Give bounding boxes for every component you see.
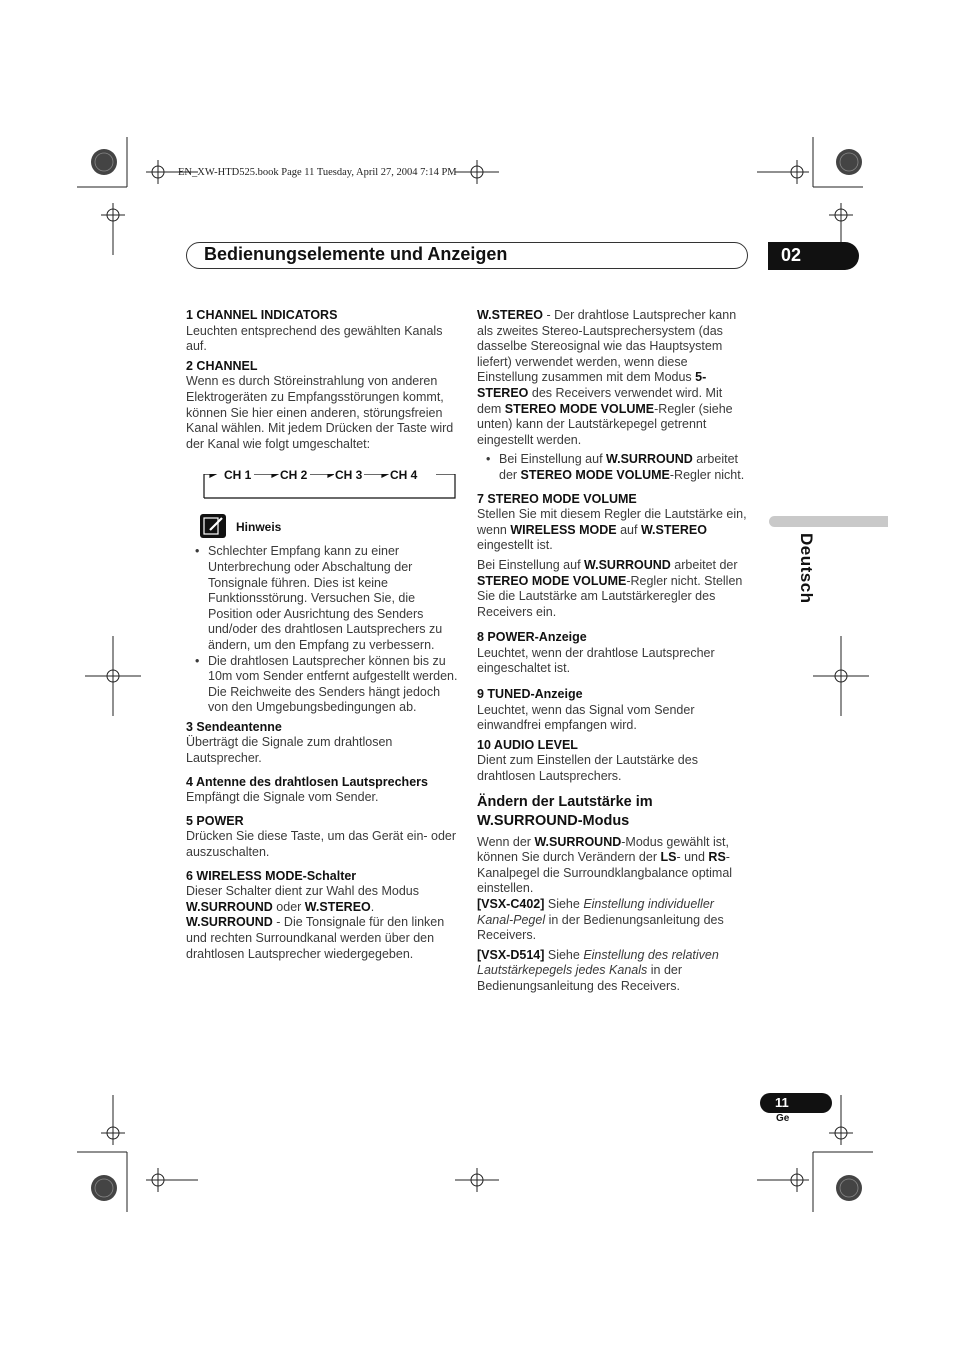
- channel-label: CH 1: [224, 468, 252, 483]
- chapter-number: 02: [781, 245, 802, 265]
- section-heading: 3 Sendeantenne: [186, 719, 282, 734]
- section-body: Leuchtet, wenn das Signal vom Sender einwandfrei empfangen wird.: [477, 702, 695, 733]
- pencil-note-icon: [200, 514, 226, 538]
- section-body: Leuchtet, wenn der drahtlose Lautsprecher eingeschaltet ist.: [477, 645, 715, 676]
- note-list: [186, 544, 458, 716]
- section-body: Wenn es durch Störeinstrahlung von anderen Elektrogeräten zu Empfangsstörungen kommt, können Sie hier einen anderen, störungsfreien Kanal wählen. Mit jedem Drücken der Taste wird der Kanal wie folgt umgeschaltet:: [186, 374, 454, 451]
- note-header: [186, 514, 458, 544]
- section-body: Empfängt die Signale vom Sender.: [186, 790, 379, 805]
- page-number-badge: [760, 1093, 832, 1113]
- section-heading: 2 CHANNEL: [186, 358, 258, 373]
- list-item: • Bei Einstellung auf W.SURROUND arbeitet der STEREO MODE VOLUME-Regler nicht.: [486, 452, 745, 482]
- channel-label: CH 3: [335, 468, 363, 483]
- section-heading: 4 Antenne des drahtlosen Lautsprechers: [186, 774, 428, 789]
- section-body: Drücken Sie diese Taste, um das Gerät ein- oder auszuschalten.: [186, 829, 457, 860]
- section-body: Wenn der W.SURROUND-Modus gewählt ist, können Sie durch Verändern der LS- und RS-Kanalpegel die Surroundklangbalance optimal einstellen.: [477, 834, 733, 896]
- section-body: [VSX-D514] Siehe Einstellung des relativen Lautstärkepegels jedes Kanals in der Bedienungsanleitung des Receivers.: [477, 947, 719, 993]
- list-item: • Die drahtlosen Lautsprecher können bis zu 10m vom Sender entfernt aufgestellt werden. Die Reichweite des Senders hängt jedoch von den Umgebungsbedingungen ab.: [195, 653, 458, 715]
- right-column: [477, 308, 749, 995]
- channel-label: CH 2: [280, 468, 308, 483]
- file-info: EN_XW-HTD525.book Page 11 Tuesday, April 27, 2004 7:14 PM: [178, 167, 457, 178]
- section-body: Bei Einstellung auf W.SURROUND arbeitet der STEREO MODE VOLUME-Regler nicht. Stellen Sie die Lautstärke am Lautstärkeregler des Receivers ein.: [477, 557, 743, 619]
- section-heading: 9 TUNED-Anzeige: [477, 687, 583, 702]
- list-item: • Schlechter Empfang kann zu einer Unterbrechung oder Abschaltung der Tonsignale führen. Dies ist keine Funktionsstörung. Versuchen Sie, die Position oder Ausrichtung des Senders und/oder des drahtlosen Lautsprechers zu ändern, um den Empfang zu verbessern.: [195, 544, 443, 652]
- section-heading: 1 CHANNEL INDICATORS: [186, 308, 338, 322]
- section-heading: 6 WIRELESS MODE-Schalter: [186, 868, 357, 883]
- page-number: 11: [775, 1095, 789, 1110]
- section-heading: 7 STEREO MODE VOLUME: [477, 491, 637, 506]
- section-body: Dient zum Einstellen der Lautstärke des drahtlosen Lautsprechers.: [477, 753, 698, 784]
- channel-label: CH 4: [390, 468, 418, 483]
- section-heading: 10 AUDIO LEVEL: [477, 737, 578, 752]
- subsection-title: Ändern der Lautstärke im W.SURROUND-Modus: [477, 793, 653, 829]
- section-heading: 8 POWER-Anzeige: [477, 630, 587, 645]
- page-title: Bedienungselemente und Anzeigen: [204, 244, 508, 264]
- language-tab-bar: [769, 516, 888, 527]
- language-tab-label: Deutsch: [797, 533, 816, 604]
- page-language-code: Ge: [776, 1113, 790, 1124]
- wstereo-list: [477, 452, 749, 483]
- section-body: Leuchten entsprechend des gewählten Kanals auf.: [186, 323, 443, 354]
- section-body: Dieser Schalter dient zur Wahl des Modus W.SURROUND oder W.STEREO.: [186, 884, 419, 914]
- section-body: W.SURROUND - Die Tonsignale für den linken und rechten Surroundkanal werden über den drahtlosen Lautsprecher wiedergegeben.: [186, 915, 445, 961]
- wstereo-paragraph: W.STEREO - Der drahtlose Lautsprecher kann als zweites Stereo-Lautsprechersystem (das dasselbe Stereosignal wie das Hauptsystem liefert) verwendet werden, wenn diese Einstellung zusammen mit dem Modus 5-STEREO des Receivers verwendet wird. Mit dem STEREO MODE VOLUME-Regler (siehe unten) kann der Lautstärkepegel getrennt eingestellt werden.: [477, 308, 737, 447]
- section-body: Stellen Sie mit diesem Regler die Lautstärke ein, wenn WIRELESS MODE auf W.STEREO eingestellt ist.: [477, 507, 747, 553]
- section-body: Überträgt die Signale zum drahtlosen Lautsprecher.: [186, 735, 393, 766]
- note-label: Hinweis: [236, 520, 282, 535]
- channel-cycle-diagram: [202, 468, 457, 500]
- section-body: [VSX-C402] Siehe Einstellung individueller Kanal-Pegel in der Bedienungsanleitung des Receivers.: [477, 897, 724, 943]
- left-column: [186, 308, 458, 962]
- section-heading: 5 POWER: [186, 813, 244, 828]
